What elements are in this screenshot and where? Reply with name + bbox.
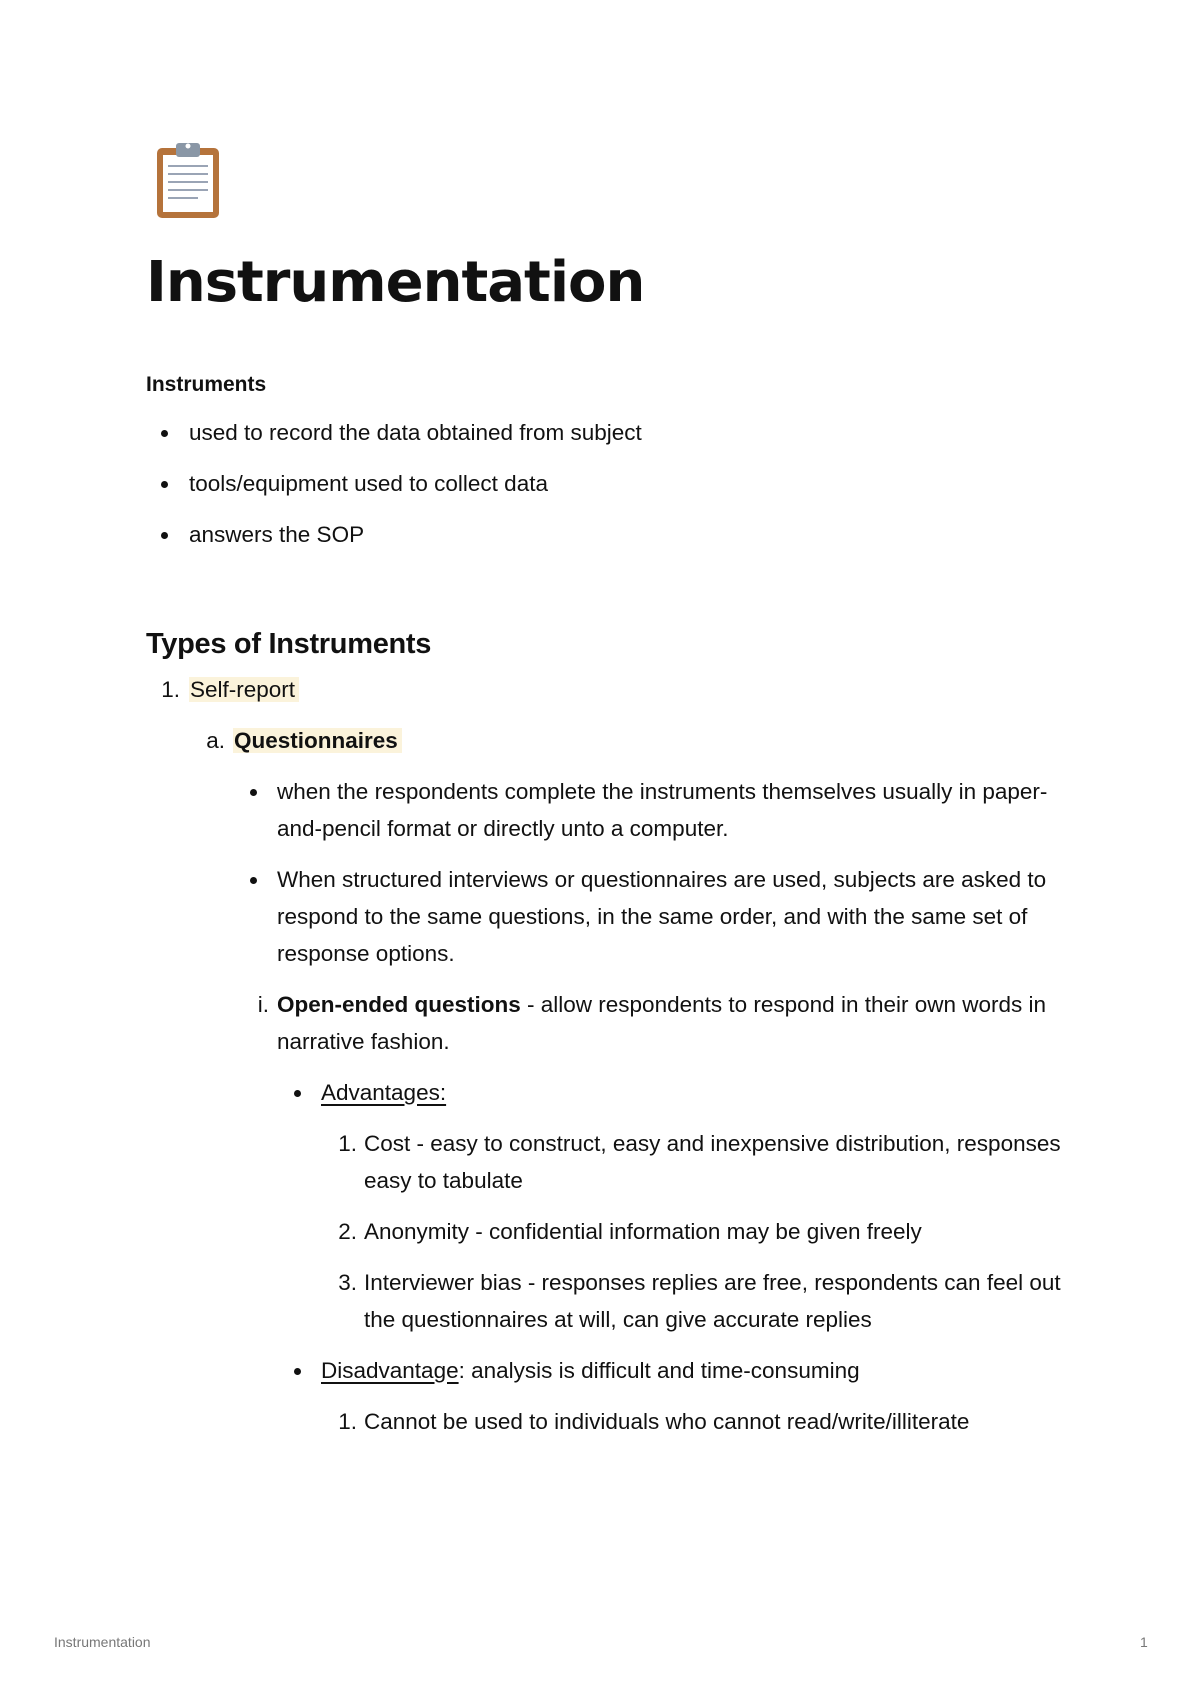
- instruments-list: [146, 414, 1066, 553]
- list-item-self-report: [146, 671, 1066, 708]
- open-ended-text: - allow respondents to respond in their own words in narrative fashion.: [277, 991, 1047, 1054]
- list-marker: 1.: [161, 676, 180, 702]
- list-item-open-ended: [146, 986, 1066, 1060]
- list-item-text: Cost - easy to construct, easy and inexpensive distribution, responses easy to tabulate: [364, 1130, 1061, 1193]
- list-marker: i.: [257, 991, 269, 1017]
- list-item: when the respondents complete the instruments themselves usually in paper-and-pencil format or directly unto a computer.: [146, 773, 1066, 847]
- list-item: used to record the data obtained from subject: [146, 414, 1066, 451]
- list-item-text: Anonymity - confidential information may be given freely: [364, 1218, 922, 1244]
- list-marker: a.: [206, 727, 225, 753]
- list-marker: 2.: [338, 1218, 357, 1244]
- types-list: [146, 671, 1066, 1440]
- list-item-text: Interviewer bias - responses replies are free, respondents can feel out the questionnaires at will, can give accurate replies: [364, 1269, 1061, 1332]
- list-item: When structured interviews or questionnaires are used, subjects are asked to respond to the same questions, in the same order, and with the same set of response options.: [146, 861, 1066, 972]
- list-item-text: Cannot be used to individuals who cannot read/write/illiterate: [364, 1408, 970, 1434]
- list-item: answers the SOP: [146, 516, 1066, 553]
- list-marker: 1.: [338, 1130, 357, 1156]
- list-item: [146, 1403, 1066, 1440]
- page-content: [146, 140, 1066, 1440]
- list-marker: 1.: [338, 1408, 357, 1434]
- list-marker: 3.: [338, 1269, 357, 1295]
- list-item: [146, 1125, 1066, 1199]
- open-ended-label: Open-ended questions: [277, 991, 521, 1017]
- page-number: 1: [1140, 1634, 1148, 1650]
- list-item-advantages: [146, 1074, 1066, 1111]
- list-item: [146, 1213, 1066, 1250]
- clipboard-icon: [154, 140, 234, 226]
- page-title: Instrumentation: [146, 250, 645, 315]
- footer-title: Instrumentation: [54, 1634, 151, 1650]
- list-item: [146, 1264, 1066, 1338]
- list-item-questionnaires: [146, 722, 1066, 759]
- disadvantage-text: : analysis is difficult and time-consuming: [458, 1357, 860, 1383]
- list-item: tools/equipment used to collect data: [146, 465, 1066, 502]
- disadvantage-label: Disadvantage: [321, 1357, 459, 1383]
- self-report-label: Self-report: [189, 677, 299, 702]
- questionnaires-label: Questionnaires: [233, 728, 402, 753]
- instruments-heading: Instruments: [146, 372, 267, 396]
- types-heading: Types of Instruments: [146, 627, 432, 660]
- advantages-label: Advantages:: [321, 1079, 447, 1105]
- list-item-disadvantage: [146, 1352, 1066, 1389]
